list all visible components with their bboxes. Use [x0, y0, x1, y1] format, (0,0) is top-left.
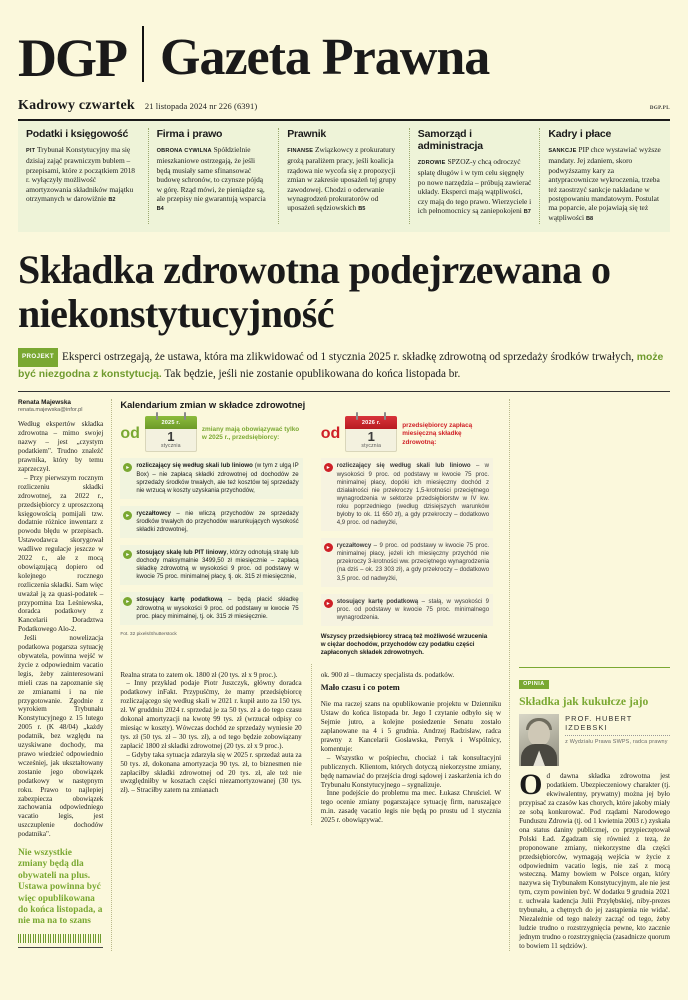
- teaser-text: OBRONA CYWILNA Spółdzielnie mieszkaniowe ostrzegają, że jeśli będą musiały same sfinansować budowę schronów, to czynsze pójdą w górę. Rząd mówi, że pieniądze są, ale przepisy nie gwarantują wsparcia B4: [156, 145, 266, 213]
- paragraph: Jeśli nowelizacja podatkowa pogarsza sytuację obywatela, powinna wejść w życie z odpowiednim vacatio legis, żeby zainteresowani mieli czas na zapoznanie się ze zmianami i na nie przygotowanie. Zgodnie z wyrokiem Trybunału Konstytucyjnego z 15 lutego 2005 r. (K 48/04) „każdy podatnik, bez względu na uzyskiwane dochody, ma prawo wiedzieć odpowiednio wcześniej, jak ukształtowany zostanie jego obowiązek podatkowy w następnym roku. Prawo to najlepiej zabezpiecza obowiązek zachowania odpowiedniego vacatio legis, jest uszczuplenie dochodów podatnika".: [18, 634, 104, 839]
- opinion-title: Składka jak kukułcze jajo: [519, 695, 649, 709]
- bullet-item: [321, 538, 493, 586]
- drop-cap: O: [519, 768, 543, 802]
- timeline-2025: [120, 416, 310, 657]
- paragraph: Nie ma raczej szans na opublikowanie projektu w Dzienniku Ustaw do końca listopada br. Jego I czytanie odbyło się w Sejmie jutro, a kolejne posiedzenie Senatu zostało zaplanowane na 4 i 5 grudnia. Andrzej Radzisław, radca prawny z Kancelarii Gosławska, Perryk i Wspólnicy, komentuje:: [320, 700, 502, 753]
- bullets-2025: [120, 458, 302, 624]
- calendar-ring-icon: [356, 412, 358, 420]
- calendar-header-2025: [120, 416, 302, 452]
- lower-text-columns: [120, 664, 501, 826]
- calendar-month: stycznia: [161, 443, 181, 450]
- teaser-text: SANKCJE PIP chce wystawiać wyższe mandaty. Jej zdaniem, skoro podwyższamy kary za antypracownicze wykroczenia, trzeba też zaostrzyć sankcje nakładane w postępowaniu mandatowym. Postulat ma poparcie, ale pojawiają się też wątpliwości B8: [548, 145, 661, 222]
- calendar-month: stycznia: [361, 443, 382, 450]
- calendar-note: przedsiębiorcy zapłacą miesięczną składkę zdrowotną:: [402, 421, 473, 446]
- lead-highlight: może być niezgodna z konstytucją.: [18, 352, 664, 380]
- infographic-title: Kalendarium zmian w składce zdrowotnej: [120, 399, 306, 411]
- timeline-2026: [311, 416, 501, 657]
- od-label: od: [320, 425, 341, 443]
- teaser-firma[interactable]: [148, 128, 279, 224]
- paragraph: – Inny przykład podaje Piotr Juszczyk, główny doradca podatkowy inFakt. Przypuśćmy, że mamy przedsiębiorcę rozliczającego się według skali w 2021 r. kupił auto za 150 tys. zł. W gruddniu 2024 r. sprzedaż je za 50 tys. zł a do tego czasu dokonał amortyzacji na kwotę 99 tys. zł (wrzucał odpisy co miesiąc w koszty). Wówczas dochód ze sprzedaży wyniesie 20 tys. zł (50 tys. zł – 30 tys. zł), a od tego będzie zobowiązany zapłacić 1800 zł składki zdrowotnej (20 tys. zł x 9 proc.).: [120, 679, 302, 750]
- teaser-heading: Samorząd i administracja: [417, 128, 483, 152]
- bullet-text: stosujący kartę podatkową – stałą, w wysokości 9 proc. od podstawy w kwocie 75 proc. minimalnego wynagrodzenia.: [336, 597, 490, 621]
- teaser-heading: Firma i prawo: [156, 128, 223, 140]
- byline-email[interactable]: renata.majewska@infor.pl: [18, 407, 83, 414]
- paragraph: ok. 900 zł – tłumaczy specjalista ds. podatków.: [320, 670, 455, 679]
- bullet-item: [120, 458, 302, 498]
- teaser-kicker: ZDROWIE: [417, 160, 446, 166]
- opinion-text: d dawna składka zdrowotna jest podatkiem. Ubezpieczeniowy charakter (tj. ekwiwalentny, prywatny) można jej było przypisać za czasów kas chorych, które jakoby miały ze sobą konkurować. Pod rządami Narodowego Funduszu Zdrowia (tj. od 1 kwietnia 2003 r.) zyskała ona status daniny publicznej, co przypieczętował Polski Ład. Zgadzam się również z tezą, że proponowane zmiany, niekorzystne dla części przedsiębiorców, wymagają wejścia w życie z odpowiednim vacatio legis, nie zaś z mocą wsteczną. Mamy bowiem w Polsce organ, który nazywa się Trybunałem Konstytucyjnym, ale nie jest tym, czym powinien być. W dodatku 9 grudnia 2021 r. uchwała kadencja Julii Przyłębskiej, niby-prezes trybunału, a chętnych do jej zastąpienia nie widać. Niezależnie od tego należy zacząć od tego, żeby ludzie trudno o rozstrzygnięcia pewne, kto zacznie jednym trudno o rozstrzygnięcia (zasadnicze quorum to bowiem 11 sędziów).: [519, 772, 670, 950]
- site-url: DGP.PL: [649, 106, 670, 111]
- left-column: [18, 399, 112, 950]
- bullet-item: [321, 594, 493, 626]
- teaser-text: PIT Trybunał Konstytucyjny ma się dzisiaj zająć prawniczym bublem – przepisami, które z początkiem 2018 r. wyłączyły możliwość amortyzowania składników majątku otrzymanych w darowiźnie B2: [26, 145, 135, 204]
- bullet-item: [120, 592, 302, 624]
- bullet-text: stosujący kartę podatkową – będą płacić składkę zdrowotną w wysokości 9 proc. od podstawy w kwocie 75 proc. płacy minimalnej, tj. ok. 315 zł miesięcznie.: [136, 596, 299, 620]
- opinion-rule: [519, 667, 670, 668]
- calendar-icon-2026: [345, 416, 397, 452]
- arrow-right-icon: ▸: [123, 550, 132, 559]
- bullet-text: ryczałtowcy – nie wliczą przychodów ze sprzedaży środków trwałych do przychodów warunkujących wysokość składki zdrowotnej,: [136, 509, 299, 533]
- paragraph: Realna strata to zatem ok. 1800 zł (20 tys. zł x 9 proc.).: [120, 670, 278, 679]
- calendar-ring-icon: [384, 412, 386, 420]
- photo-head: [528, 721, 550, 746]
- calendar-ring-icon: [156, 412, 158, 420]
- bullet-text: ryczałtowcy – 9 proc. od podstawy w kwocie 75 proc. minimalnej płacy, jeżeli ich miesięczny przychód nie przekroczy 3-krotności ww. przeciętnego wynagrodzenia (na dziś – ok. 23 303 zł), a gdy przekroczy – dodatkowo 3,5 proc. od nadwyżki,: [336, 542, 490, 582]
- masthead: [18, 0, 670, 88]
- dateline: [18, 98, 670, 114]
- teaser-text: ZDROWIE SPZOZ-y chcą odroczyć spłatę długów i w tym celu sięgnęły po nowe narzędzia – próbują zawierać układy. Eksperci mają wątpliwości, czy mają do tego prawo. Wierzyciele i ich pełnomocnicy są zaniepokojeni B7: [417, 157, 532, 216]
- dgp-logo: DGP: [18, 28, 126, 88]
- arrow-right-icon: ▸: [123, 597, 132, 606]
- barcode-rule: [18, 947, 103, 948]
- teaser-kicker: OBRONA CYWILNA: [156, 148, 212, 154]
- section-name: Kadrowy czwartek: [18, 98, 135, 113]
- calendar-header-2026: [321, 416, 493, 452]
- teaser-text: FINANSE Związkowcy z prokuratury grożą paraliżem pracy, jeśli koalicja rządowa nie wycofa się z propozycji zmian w zakresie uposażeń tej grupy zawodowej. Chodzi o oderwanie wynagrodzeń prokuratorów od uposażeń sędziowskich B5: [287, 145, 397, 213]
- bullet-item: [120, 545, 302, 585]
- teaser-kadry[interactable]: [539, 128, 670, 224]
- photo-credit: Fot. 32 pixels/Shutterstock: [120, 631, 177, 637]
- teaser-page: B4: [156, 206, 164, 213]
- teaser-page: B5: [358, 206, 366, 213]
- teaser-page: B8: [585, 215, 594, 222]
- article-body: [18, 399, 670, 950]
- paragraph: – Przy pierwszym rocznym rozliczeniu składki zdrowotnej, za 2022 r., przedsiębiorcy z uproszczoną księgowością pomijali tzw. dodatnie różnice inwentarz z powodu błędu w przepisach. Ustawodawca skorygował wadliwe regulacje jeszcze w 2022 r., ale z mocą obowiązującą dopiero od kolejnego rocznego rozliczenia składki. Sam więc uważał ją za quasi-podatek – przypomina Iza Leśniewska, doradca podatkowy z Kancelarii Doradztwa Podatkowego Alo-2.: [18, 473, 104, 634]
- article-lead: [18, 348, 670, 382]
- teaser-kicker: FINANSE: [287, 148, 314, 154]
- teaser-heading: Podatki i księgowość: [26, 128, 129, 140]
- author-meta: [565, 714, 670, 745]
- byline-author: Renata Majewska: [18, 399, 71, 407]
- teaser-kicker: SANKCJE: [548, 148, 577, 154]
- teaser-podatki[interactable]: [18, 128, 148, 224]
- author-photo: [519, 714, 559, 766]
- calendar-icon-2025: [145, 416, 197, 452]
- main-headline: Składka zdrowotna podejrzewana o niekonstytucyjność: [18, 247, 611, 337]
- calendar-body: [345, 429, 397, 452]
- calendar-day: 1: [167, 429, 175, 445]
- arrow-right-icon: ▸: [123, 463, 132, 472]
- left-article-text: [18, 420, 103, 839]
- masthead-divider: [142, 26, 144, 82]
- projekt-badge: PROJEKT: [18, 348, 58, 367]
- lower-column-right: [311, 664, 501, 826]
- paragraph: – Wszystko w pośpiechu, chociaż i tak konsultacyjni publicznych. Klientom, których dotyczą niekorzystne zmiany, będę namawiać do przejścia drogi sądowej i zaskarżenia ich do Trybunału Konstytucyjnego – sygnalizuje.: [320, 753, 502, 789]
- section-teasers: [18, 121, 670, 232]
- calendar-year: 2026 r.: [361, 419, 381, 426]
- teaser-heading: Kadry i płace: [548, 128, 612, 140]
- calendar-top: [145, 416, 197, 429]
- teaser-heading: Prawnik: [287, 128, 327, 140]
- bullet-item: [120, 506, 302, 538]
- paragraph: – Gdyby taka sytuacja zdarzyła się w 2025 r. sprzedaż auta za 50 tys. zł, dokonana amortyzacja 90 tys. zł, to biznesmen nie zapłaciłby składki zdrowotnej od 20 tys. zł, ale też nie uwzględniłby w kosztach części niezamortyzowanej (30 tys. zł). – Straciłby zatem na zmianach: [120, 750, 302, 795]
- bullets-2026: [321, 458, 493, 626]
- opinia-badge: OPINIA: [519, 680, 549, 689]
- od-label: od: [120, 425, 140, 443]
- teaser-kicker: PIT: [26, 148, 36, 154]
- teaser-page: B7: [523, 209, 531, 216]
- lead-rule: [18, 391, 670, 392]
- opinion-author-block: [519, 714, 670, 766]
- bullet-item: [321, 458, 493, 531]
- calendar-body: [145, 429, 197, 452]
- arrow-right-icon: ▸: [324, 599, 333, 608]
- bullet-text: rozliczający się według skali lub liniowo (w tym z ulgą IP Box) – nie zapłacą składki zdrowotnej od dochodów ze sprzedaży środków trwałych, ale też kosztów tej sprzedaży nie wrzucą w koszty uzyskania przychodów,: [136, 462, 299, 494]
- newspaper-title: Gazeta Prawna: [160, 29, 490, 86]
- lead-part-1: Eksperci ostrzegają, że ustawa, która ma zlikwidować od 1 stycznia 2025 r. składkę zdrowotną od sprzedaży środków trwałych,: [62, 351, 637, 364]
- arrow-right-icon: ▸: [324, 463, 333, 472]
- infographic-column: [112, 399, 509, 950]
- pull-quote: Nie wszystkie zmiany będą dla obywateli na plus. Ustawa powinna być więc opublikowana do końca listopada, a nie ma na to szans: [18, 848, 103, 927]
- bullet-text: rozliczający się według skali lub liniowo – w wysokości 9 proc. od podstawy w kwocie 75 proc. minimalnej płacy, dopóki ich miesięczny dochód z działalności nie przekroczy 1,5-krotności przeciętnego wynagrodzenia w sektorze przedsiębiorstw w IV kw. roku poprzedniego (według dzisiejszych warunków byłoby to ok. 11 650 zł), a gdy przekroczy – dodatkowo 4,9 proc. od nadwyżki,: [336, 462, 490, 527]
- calendar-note: zmiany mają obowiązywać tylko w 2025 r., przedsiębiorcy:: [201, 426, 300, 442]
- opinion-author-name: PROF. HUBERT IZDEBSKI: [565, 714, 670, 736]
- opinion-author-role: z Wydziału Prawa SWPS, radca prawny: [565, 739, 668, 746]
- calendar-top: [345, 416, 397, 429]
- arrow-right-icon: ▸: [324, 543, 333, 552]
- calendar-ring-icon: [184, 412, 186, 420]
- teaser-prawnik[interactable]: [278, 128, 409, 224]
- calendar-year: 2025 r.: [161, 419, 181, 426]
- opinion-spacer: [519, 399, 670, 667]
- teaser-samorzad[interactable]: [409, 128, 540, 224]
- barcode-graphic: [18, 934, 103, 943]
- opinion-body: [519, 768, 670, 950]
- opinion-column: [509, 399, 670, 950]
- subheading: Mało czasu i co potem: [320, 683, 400, 693]
- calendar-row: [120, 416, 501, 657]
- lead-part-2: Tak będzie, jeśli nie zostanie opublikowana do końca listopada br.: [161, 367, 461, 380]
- calendar-day: 1: [367, 429, 375, 445]
- paragraph: Według ekspertów składka zdrowotna – mimo swojej nazwy – jest „czystym podatkiem". Trudno znaleźć prawnika, który by temu zaprzeczył.: [18, 420, 104, 473]
- paragraph: Inne podejście do problemu ma mec. Łukasz Chruściel. W tego ocenie zmiany pogarszające sytuację firm, naruszające m.in. zasadę vacatio legis nie będą po prostu ud 1 stycznia 2025 r. obowiązywać.: [320, 789, 502, 825]
- infographic-footnote: Wszyscy przedsiębiorcy stracą też możliwość wrzucenia w ciężar dochodów, przychodów czy podatku części zapłaconych składek zdrowotnych.: [320, 632, 488, 657]
- arrow-right-icon: ▸: [123, 511, 132, 520]
- lower-column-left: [120, 664, 310, 826]
- issue-info: 21 listopada 2024 nr 226 (6391): [144, 101, 258, 111]
- teaser-page: B2: [108, 197, 116, 204]
- bullet-text: stosujący skalę lub PIT liniowy, którzy odnotują stratę lub dochody maksymalnie 3499,50 zł miesięcznie – zapłacą składkę zdrowotną w wysokości 9 proc. od podstawy w kwocie 75 proc. minimalnej płacy, tj. ok. 315 zł miesięcznie,: [136, 549, 299, 581]
